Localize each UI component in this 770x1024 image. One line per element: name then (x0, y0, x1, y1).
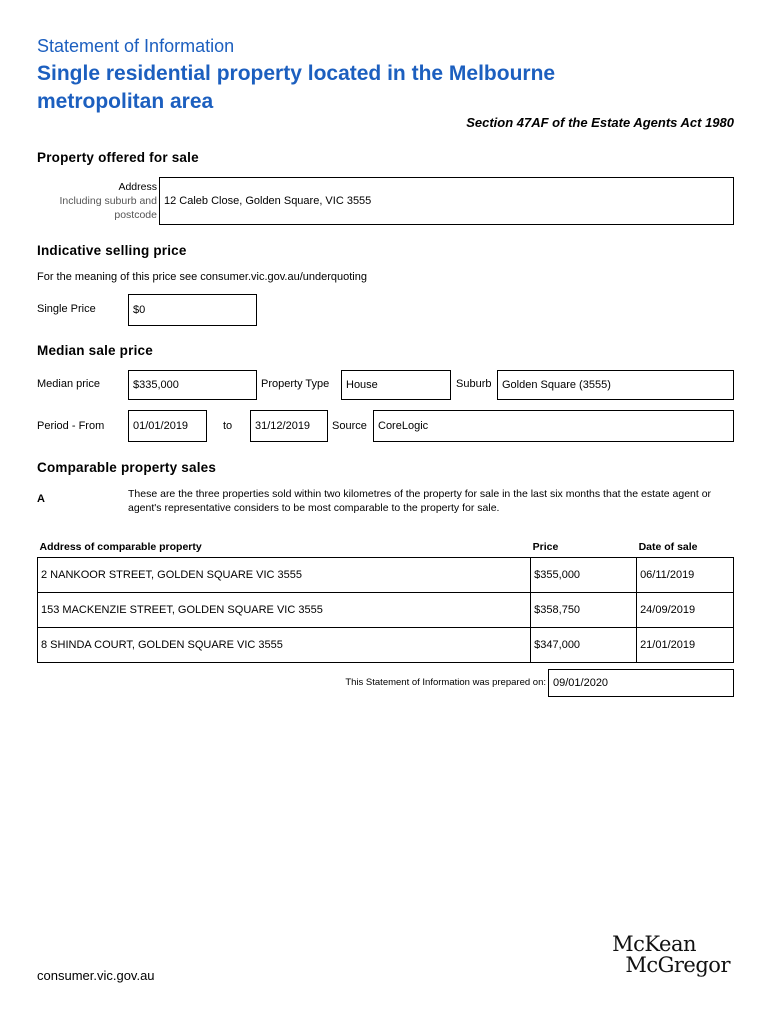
comparable-address[interactable]: 153 MACKENZIE STREET, GOLDEN SQUARE VIC 3555 (38, 593, 531, 628)
address-label-line2: Including suburb and (59, 195, 157, 207)
comparable-marker: A (37, 493, 45, 505)
document-title: Single residential property located in the Melbourne metropolitan area (37, 62, 556, 113)
agency-logo (612, 934, 730, 976)
table-row (38, 558, 734, 593)
property-type-field[interactable] (341, 370, 451, 400)
suburb-value: Golden Square (3555) (502, 379, 611, 391)
logo-line1: McKean (612, 932, 696, 956)
underquoting-note: For the meaning of this price see consumer.vic.gov.au/underquoting (37, 271, 367, 283)
single-price-label: Single Price (37, 303, 96, 315)
comparable-date[interactable]: 21/01/2019 (637, 628, 734, 663)
comparable-heading: Comparable property sales (37, 460, 217, 475)
comparable-address[interactable]: 2 NANKOOR STREET, GOLDEN SQUARE VIC 3555 (38, 558, 531, 593)
column-header-price: Price (531, 540, 637, 558)
source-field[interactable] (373, 410, 734, 442)
period-to-field[interactable] (250, 410, 328, 442)
document-subtitle: Statement of Information (37, 36, 235, 56)
comparable-price[interactable]: $358,750 (531, 593, 637, 628)
comparable-date[interactable]: 06/11/2019 (637, 558, 734, 593)
source-value: CoreLogic (378, 420, 429, 432)
comparable-date[interactable]: 24/09/2019 (637, 593, 734, 628)
median-price-label: Median price (37, 378, 100, 390)
period-from-value: 01/01/2019 (133, 420, 189, 432)
comparable-price[interactable]: $355,000 (531, 558, 637, 593)
period-to-label: to (223, 420, 233, 432)
suburb-label: Suburb (456, 378, 492, 390)
comparable-address[interactable]: 8 SHINDA COURT, GOLDEN SQUARE VIC 3555 (38, 628, 531, 663)
suburb-field[interactable] (497, 370, 734, 400)
address-value: 12 Caleb Close, Golden Square, VIC 3555 (164, 195, 372, 207)
median-price-value: $335,000 (133, 379, 179, 391)
address-label-line1: Address (118, 181, 157, 193)
prepared-date-field[interactable] (548, 669, 734, 697)
logo-line2: McGregor (625, 953, 730, 977)
median-heading: Median sale price (37, 343, 153, 358)
period-from-label: Period - From (37, 420, 105, 432)
address-label-line3: postcode (114, 209, 157, 221)
comparable-sales-table (37, 540, 734, 663)
single-price-field[interactable] (128, 294, 257, 326)
prepared-on-label: This Statement of Information was prepared on: (345, 677, 546, 688)
table-row (38, 593, 734, 628)
column-header-date: Date of sale (637, 540, 734, 558)
address-label (37, 180, 157, 222)
indicative-heading: Indicative selling price (37, 243, 187, 258)
table-header-row (38, 540, 734, 558)
property-heading: Property offered for sale (37, 150, 199, 165)
property-type-label: Property Type (261, 378, 330, 390)
single-price-value: $0 (133, 304, 146, 316)
period-to-value: 31/12/2019 (255, 420, 311, 432)
period-from-field[interactable] (128, 410, 207, 442)
prepared-date-value: 09/01/2020 (553, 677, 609, 689)
table-row (38, 628, 734, 663)
comparable-description: These are the three properties sold within two kilometres of the property for sale in the last six months that the estate agent or agent's representative considers to be most comparable to the property for sale. (128, 488, 712, 514)
footer-url[interactable]: consumer.vic.gov.au (37, 968, 155, 983)
median-price-field[interactable] (128, 370, 257, 400)
comparable-price[interactable]: $347,000 (531, 628, 637, 663)
source-label: Source (332, 420, 367, 432)
column-header-address: Address of comparable property (38, 540, 531, 558)
legislation-reference: Section 47AF of the Estate Agents Act 1980 (466, 115, 734, 130)
address-field[interactable] (159, 177, 734, 225)
property-type-value: House (346, 379, 378, 391)
